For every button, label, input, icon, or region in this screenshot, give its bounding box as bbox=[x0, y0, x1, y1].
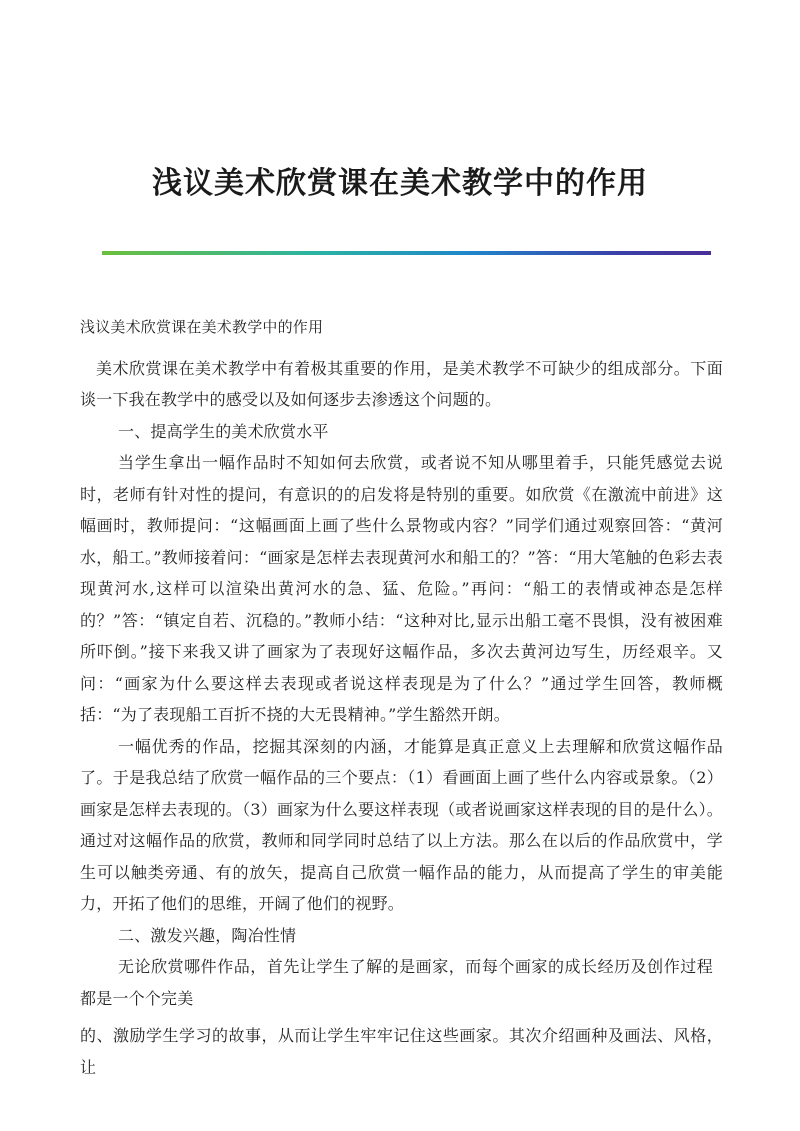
section-heading-1: 一、提高学生的美术欣赏水平 bbox=[118, 421, 329, 441]
body-paragraph: 无论欣赏哪件作品，首先让学生了解的是画家，而每个画家的成长经历及创作过程都是一个个完美 bbox=[80, 957, 713, 1008]
body-paragraph: 一幅优秀的作品，挖掘其深刻的内涵，才能算是真正意义上去理解和欣赏这幅作品了。于是我总结了欣赏一幅作品的三个要点：（1）看画面上画了些什么内容或景象。（2）画家是怎样去表现的。（3）画家为什么要这样表现（或者说画家这样表现的目的是什么）。通过对这幅作品的欣赏，教师和同学同时总结了以上方法。那么在以后的作品欣赏中，学生可以触类旁通、有的放矢，提高自己欣赏一幅作品的能力，从而提高了学生的审美能力，开拓了他们的思维，开阔了他们的视野。 bbox=[80, 736, 723, 913]
intro-paragraph: 美术欣赏课在美术教学中有着极其重要的作用，是美术教学不可缺少的组成部分。下面谈一下我在教学中的感受以及如何逐步去渗透这个问题的。 bbox=[80, 358, 723, 409]
body-paragraph: 当学生拿出一幅作品时不知如何去欣赏，或者说不知从哪里着手，只能凭感觉去说时，老师有针对性的提问，有意识的的启发将是特别的重要。如欣赏《在激流中前进》这幅画时，教师提问：“这幅画面上画了些什么景物或内容？”同学们通过观察回答：“黄河水，船工。”教师接着问：“画家是怎样去表现黄河水和船工的？”答：“用大笔触的色彩去表现黄河水,这样可以渲染出黄河水的急、猛、危险。”再问：“船工的表情或神态是怎样的？”答：“镇定自若、沉稳的。”教师小结：“这种对比,显示出船工毫不畏惧，没有被困难所吓倒。”接下来我又讲了画家为了表现好这幅作品，多次去黄河边写生，历经艰辛。又问：“画家为什么要这样去表现或者说这样表现是为了什么？”通过学生回答，教师概括：“为了表现船工百折不挠的大无畏精神。”学生豁然开朗。 bbox=[80, 453, 723, 724]
body-paragraph-continued: 的、激励学生学习的故事，从而让学生牢牢记住这些画家。其次介绍画种及画法、风格，让 bbox=[80, 1026, 723, 1077]
document-body bbox=[80, 312, 723, 1083]
document-subtitle: 浅议美术欣赏课在美术教学中的作用 bbox=[80, 318, 324, 336]
document-title: 浅议美术欣赏课在美术教学中的作用 bbox=[152, 166, 648, 201]
title-divider bbox=[102, 251, 711, 255]
section-heading-2: 二、激发兴趣，陶冶性情 bbox=[118, 925, 297, 945]
